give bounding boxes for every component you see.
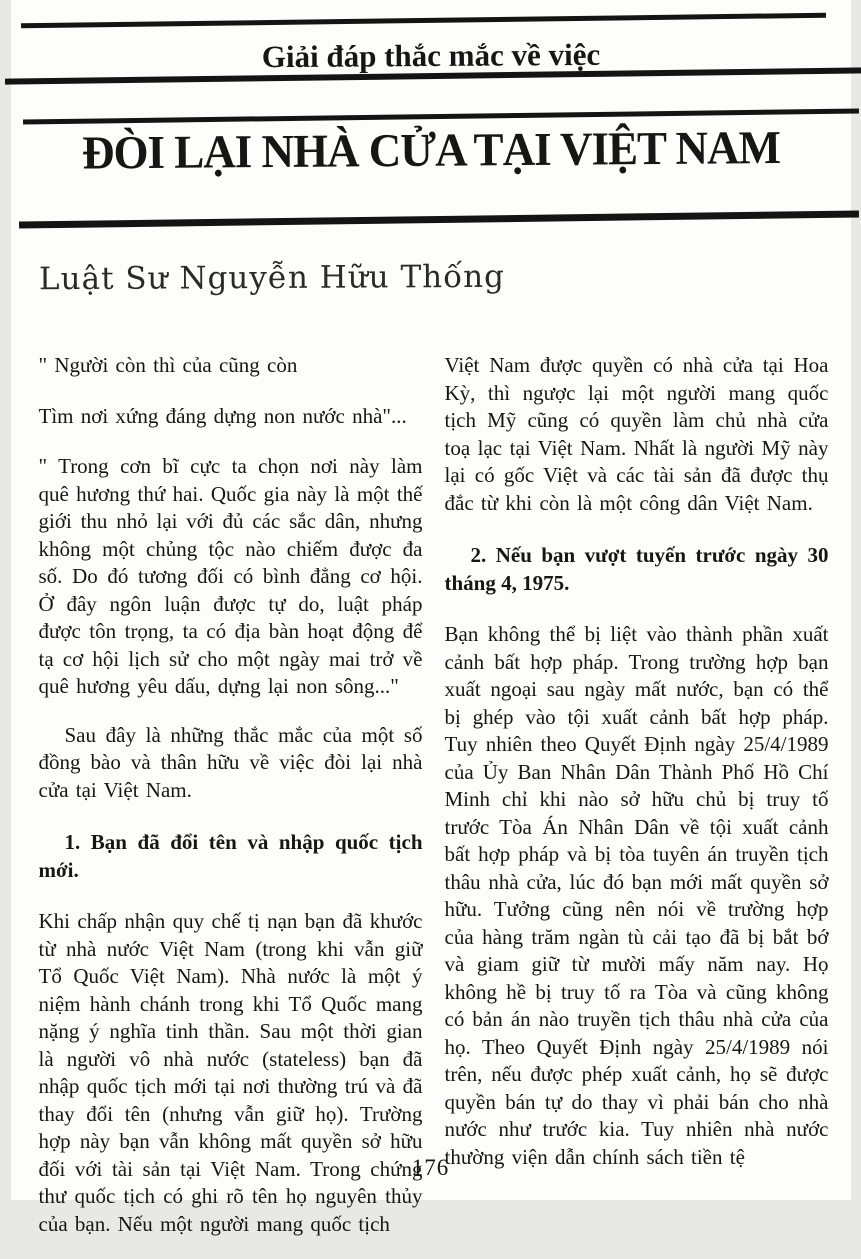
scanned-document-page (11, 0, 851, 1236)
article-body (39, 352, 829, 1259)
page-title: ĐÒI LẠI NHÀ CỬA TẠI VIỆT NAM (81, 121, 780, 179)
author-byline: Luật Sư Nguyễn Hữu Thống (38, 258, 505, 298)
left-column (39, 352, 423, 1259)
kicker-heading: Giải đáp thắc mắc về việc (261, 36, 600, 75)
section1-heading: 1. Bạn đã đổi tên và nhập quốc tịch mới. (38, 830, 423, 882)
section1-continued-paragraph: Việt Nam được quyền có nhà cửa tại Hoa Kỳ, thì ngược lại một người mang quốc tịch Mỹ cũng có quyền làm chủ nhà cửa toạ lạc tại Việt Nam. Nhất là người Mỹ này lại có gốc Việt và các tài sản đã được thụ đắc từ khi còn là một công dân Việt Nam. (444, 353, 829, 515)
page-number: 176 (411, 1155, 450, 1180)
section2-heading: 2. Nếu bạn vượt tuyến trước ngày 30 tháng 4, 1975. (444, 543, 829, 595)
section2-paragraph: Bạn không thể bị liệt vào thành phần xuất cảnh bất hợp pháp. Trong trường hợp bạn xuất ngoại sau ngày mất nước, bạn có thể bị ghép vào tội xuất cảnh bất hợp pháp. Tuy nhiên theo Quyết Định ngày 25/4/1989 của Ủy Ban Nhân Dân Thành Phố Hồ Chí Minh chỉ khi nào sở hữu chủ bị truy tố trước Tòa Án Nhân Dân về tội xuất cảnh bất hợp pháp và bị tòa tuyên án truyền tịch thâu nhà cửa, lúc đó bạn mới mất quyền sở hữu. Tưởng cũng nên nói về trường hợp của hàng trăm ngàn tù cải tạo đã bị bắt bớ và giam giữ từ mười mấy năm nay. Họ không hề bị truy tố ra Tòa và cũng không có bản án nào truyền tịch thâu nhà cửa của họ. Theo Quyết Định ngày 25/4/1989 nói trên, nếu được phép xuất cảnh, họ sẽ được quyền bán tự do thay vì phải bán cho nhà nước như trước kia. Tuy nhiên nhà nước thường viện dẫn chính sách tiền tệ (444, 622, 829, 1169)
title-underline (18, 211, 858, 229)
section1-paragraph: Khi chấp nhận quy chế tị nạn bạn đã khước từ nhà nước Việt Nam (trong khi vẫn giữ Tổ Quốc Việt Nam). Nhà nước là một ý niệm hành chánh trong khi Tổ Quốc mang nặng ý nghĩa tinh thần. Sau một thời gian là người vô nhà nước (stateless) bạn đã nhập quốc tịch mới tại nơi thường trú và đã thay đổi tên (nhưng vẫn giữ họ). Trường hợp này bạn vẫn không mất quyền sở hữu đối với tài sản tại Việt Nam. Trong chứng thư quốc tịch có ghi rõ tên họ nguyên thủy của bạn. Nếu một người mang quốc tịch (38, 909, 423, 1236)
intro-paragraph: Sau đây là những thắc mắc của một số đồng bào và thân hữu về việc đòi lại nhà cửa tại Việt Nam. (38, 722, 423, 802)
top-divider-line (21, 13, 826, 29)
quote-line-2: Tìm nơi xứng đáng dựng non nước nhà"... (38, 403, 407, 428)
quote-line-1: " Người còn thì của cũng còn (38, 353, 298, 377)
quote-paragraph: " Trong cơn bĩ cực ta chọn nơi này làm quê hương thứ hai. Quốc gia này là một thế giới thu nhỏ lại với đủ các sắc dân, nhưng không một chủng tộc nào chiếm được đa số. Do đó tương đối có bình đẳng cơ hội. Ở đây ngôn luận được tự do, luật pháp được tôn trọng, ta có địa bàn hoạt động để tạ cơ hội lịch sử cho một ngày mai trở về quê hương yêu dấu, dựng lại non sông..." (38, 454, 423, 698)
right-column (445, 352, 829, 1259)
